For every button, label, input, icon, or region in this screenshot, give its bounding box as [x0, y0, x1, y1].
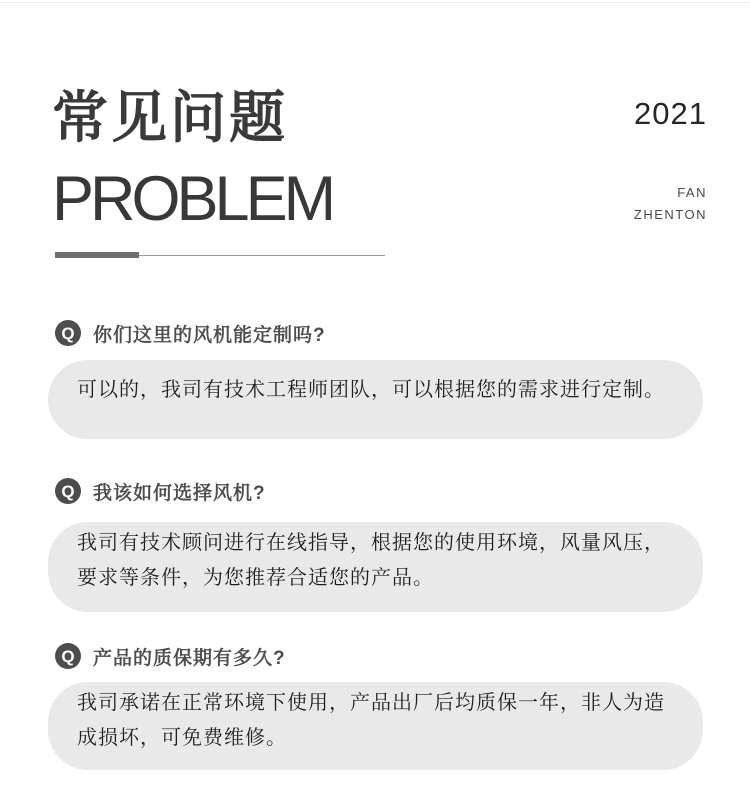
faq-item-3: [0, 643, 750, 770]
year-label: 2021: [634, 96, 707, 131]
page-subtitle: PROBLEM: [52, 164, 333, 234]
faq-answer: 我司有技术顾问进行在线指导，根据您的使用环境，风量风压，要求等条件，为您推荐合适您的产品。: [48, 522, 703, 612]
faq-question: 产品的质保期有多久?: [93, 647, 286, 669]
underline-accent-bar: [55, 252, 139, 258]
title-block: [52, 86, 333, 234]
question-badge-icon: [55, 320, 81, 346]
faq-question: 我该如何选择风机?: [93, 482, 266, 504]
question-row: [55, 478, 750, 504]
page-title: 常见问题: [52, 86, 288, 149]
header-right: [634, 97, 707, 226]
question-badge-icon: [55, 478, 81, 504]
brand-line-1: FAN: [677, 185, 707, 200]
question-badge-letter: Q: [61, 323, 75, 343]
top-divider-line: [0, 2, 750, 3]
underline-thin-rule: [139, 255, 385, 256]
question-badge-letter: Q: [61, 646, 75, 666]
faq-item-2: [0, 478, 750, 612]
faq-answer: 可以的，我司有技术工程师团队，可以根据您的需求进行定制。: [48, 360, 703, 439]
question-row: [55, 643, 750, 669]
faq-list: [0, 320, 750, 770]
faq-item-1: [0, 320, 750, 439]
title-underline: [55, 252, 385, 258]
question-row: [55, 320, 750, 346]
faq-question: 你们这里的风机能定制吗?: [93, 324, 326, 346]
faq-answer: 我司承诺在正常环境下使用，产品出厂后均质保一年，非人为造成损坏，可免费维修。: [48, 682, 703, 770]
question-badge-letter: Q: [61, 481, 75, 501]
brand-label: [634, 182, 707, 226]
question-badge-icon: [55, 643, 81, 669]
brand-line-2: ZHENTON: [633, 207, 707, 222]
